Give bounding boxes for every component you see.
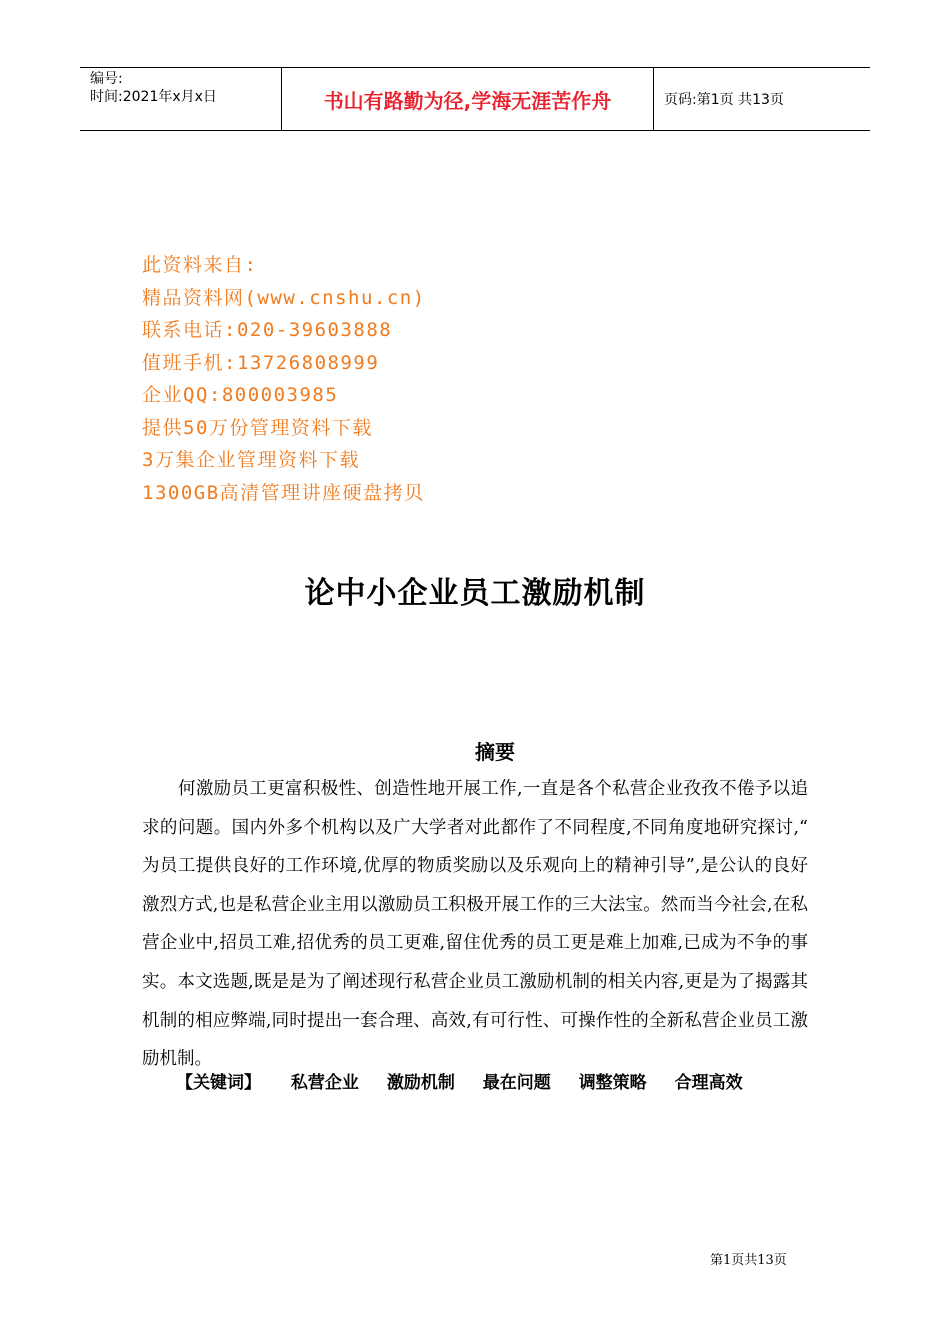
source-line-website[interactable]: 精品资料网(www.cnshu.cn)	[142, 286, 426, 309]
source-line: 1300GB高清管理讲座硬盘拷贝	[142, 481, 425, 504]
header-meta	[80, 68, 281, 130]
abstract-heading: 摘要	[475, 740, 515, 764]
keyword-item: 激励机制	[386, 1073, 455, 1093]
source-line-qq: 企业QQ:800003985	[142, 384, 339, 406]
source-line: 提供50万份管理资料下载	[142, 416, 373, 439]
abstract-body	[142, 770, 808, 1079]
source-line-phone: 联系电话:020-39603888	[142, 319, 393, 341]
source-line: 3万集企业管理资料下载	[142, 449, 360, 471]
keyword-item: 私营企业	[290, 1073, 359, 1093]
document-title: 论中小企业员工激励机制	[304, 576, 646, 611]
keywords-line	[176, 1068, 765, 1093]
keyword-item: 最在问题	[482, 1073, 551, 1093]
source-line-mobile: 值班手机:13726808999	[142, 351, 380, 374]
abstract-paragraph: 何激励员工更富积极性、创造性地开展工作,一直是各个私营企业孜孜不倦予以追求的问题。国内外多个机构以及广大学者对此都作了不同程度,不同角度地研究探讨,“ 为员工提供良好的工作环境,优厚的物质奖励以及乐观向上的精神引导”,是公认的良好激烈方式,也是私营企业主用以激励员工积极开展工作的三大法宝。然而当今社会,在私营企业中,招员工难,招优秀的员工更难,留住优秀的员工更是难上加难,已成为不争的事实。本文选题,既是是为了阐述现行私营企业员工激励机制的相关内容,更是为了揭露其机制的相应弊端,同时提出一套合理、高效,有可行性、可操作性的全新私营企业员工激励机制。	[142, 779, 808, 1070]
source-info-block	[142, 249, 426, 509]
keywords-label: 【关键词】	[176, 1073, 261, 1093]
header-page-info: 页码:第1页 共13页	[664, 92, 784, 108]
keyword-item: 调整策略	[578, 1073, 647, 1093]
source-line: 此资料来自:	[142, 254, 258, 276]
page-header	[80, 67, 870, 131]
header-number-label: 编号:	[90, 71, 123, 87]
keyword-item: 合理高效	[674, 1073, 743, 1093]
page-footer: 第1页共13页	[710, 1253, 787, 1268]
header-time: 时间:2021年x月x日	[90, 89, 217, 105]
header-motto: 书山有路勤为径,学海无涯苦作舟	[281, 68, 654, 130]
